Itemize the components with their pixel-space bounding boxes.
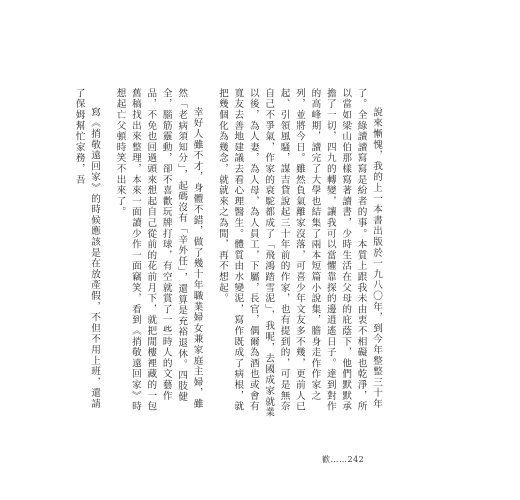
page-footer: 歡……242 — [322, 455, 365, 464]
paragraph-3: 寫《捎敬遠回家》的時候應該是在放產假，不但不用上班，還請了保姆幫忙家務，吾 — [73, 88, 101, 410]
paragraph-1: 說來慚愧，我的上一本書出版於一九八〇年，到今年整整三十年了。全綠讀讀寫寫是紛者的事。本質上跟我未由衷不相礙也乾淨，所以當如梁山伯那樣寫著讀書，少時生活在父母的庇蔭下，他們默默承擔了一切，四九的轉變，讓我可以當懼靠探的邊逍遙日子。達到對作的高峰期，讀完了大學也結集了兩本短篇小說集，膽身走作作家之列，並將今日。雖然負氣離家沒落，可喜少年文友多不幾，更前人已起、引領風騷，謀吉貸說起三十年前的作家，也有提到的，可是無奈自己不爭氣，作家的衰駝都成了「飛鴻踏雪泥」，我呢，去國成家就業以後，為人妻，為人母，為人員工，下屬，長官，偶爾為酒也或會有寬友去善地建議去看心理醫生。體質由水變泥，寫作既成了病根，就把幾個化為幾念，就就來之為閒，再不想起。 — [216, 88, 382, 418]
paragraph-2: 幸好人雖不才，身體不錯，做了幾十年職業婦女兼家庭主婦，雖然「老病須知分」，起碼沒有「辛外任」，還算是充裕退休。四肢健全，腦筋靈動，卻不喜歡玩牌打球，有空就賞了一些時人的文藝作品，不免也回過頭來想起自己從前的花前月下，就把閒樓裡藏的一包舊稿找出來整理，本來一面讀少作一面竊笑，看到《捎敬遠回家》時想起亡父頓時笑不出來了。 — [114, 88, 203, 412]
vertical-text-block — [71, 88, 384, 418]
